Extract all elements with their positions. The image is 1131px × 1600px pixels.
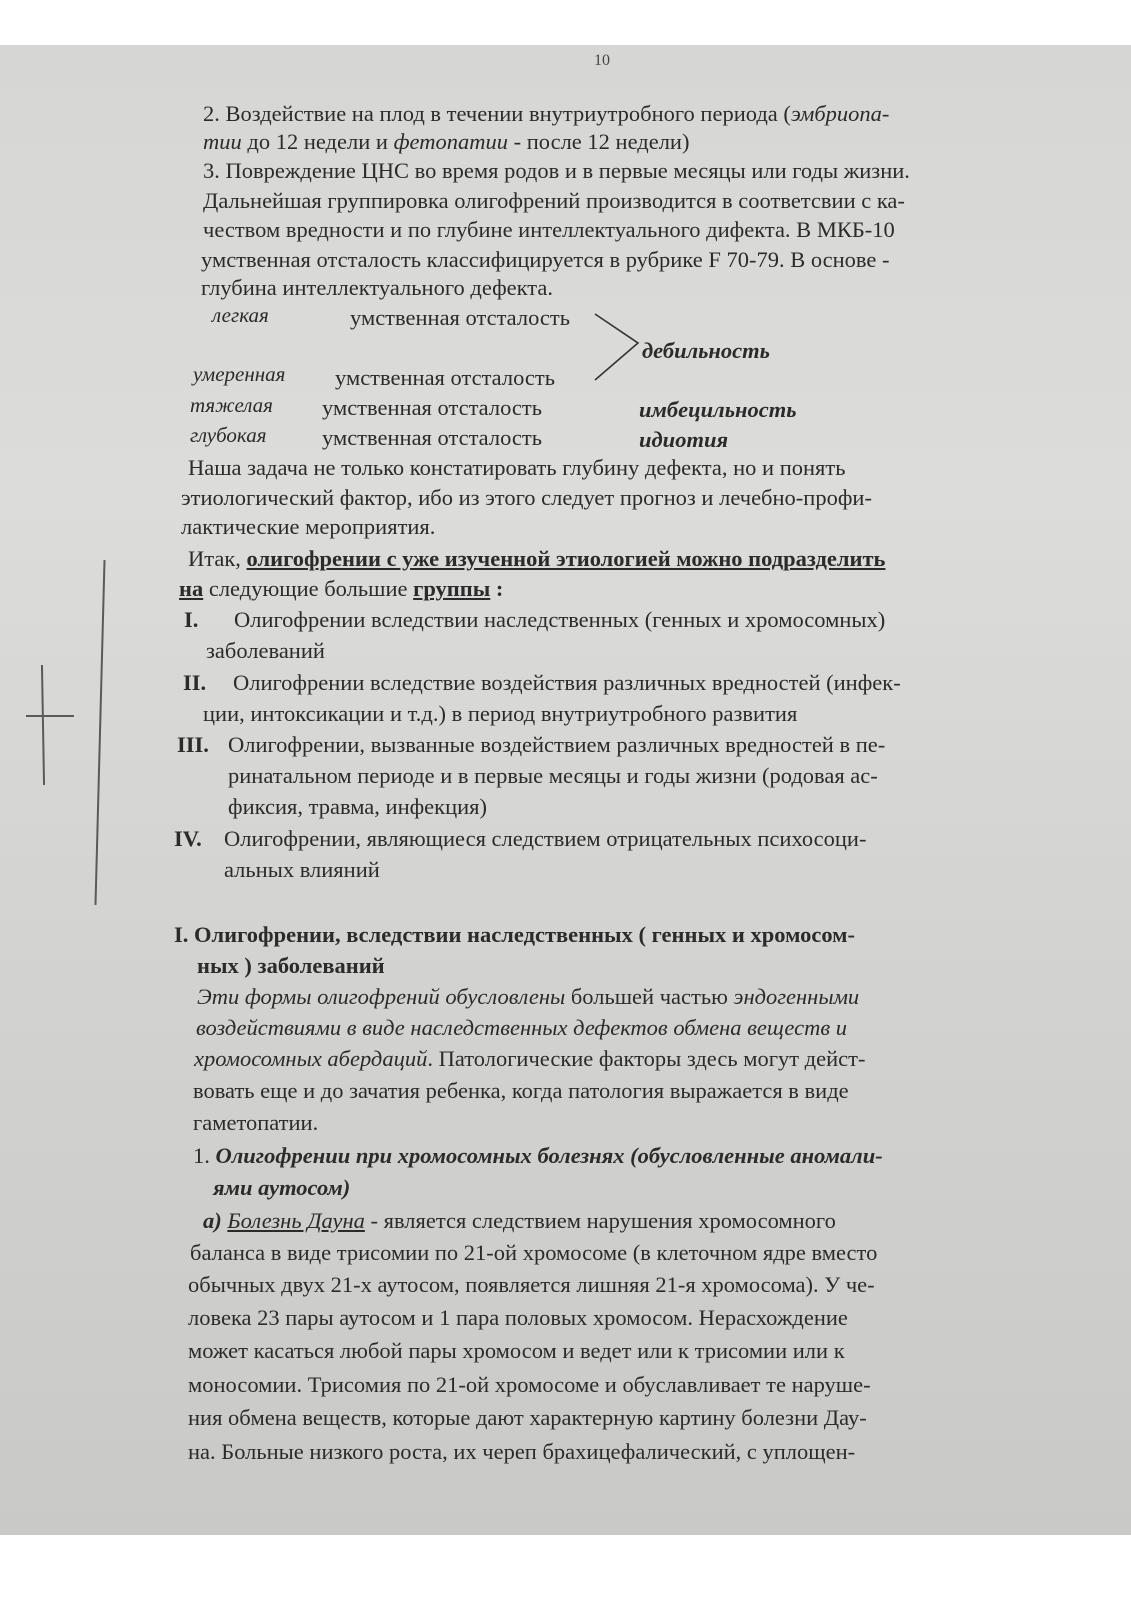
list-number: III. [177, 732, 209, 757]
degree-label: легкая [212, 303, 269, 327]
list-number: I. [184, 607, 199, 632]
text-line: Наша задача не только констатировать глубину дефекта, но и понять [188, 455, 846, 480]
text-line: гаметопатии. [193, 1110, 319, 1135]
group-label: имбецильность [639, 397, 797, 422]
text-line: может касаться любой пары хромосом и ведет или к трисомии или к [188, 1338, 845, 1363]
list-item: Олигофрении вследствие воздействия различных вредностей (инфек- [233, 670, 901, 695]
list-number: II. [183, 670, 207, 695]
text-line: тии до 12 недели и фетопатии - после 12 недели) [203, 129, 690, 154]
group-label: идиотия [639, 427, 729, 452]
text-line: лактические мероприятия. [181, 514, 436, 539]
text-line: 2. Воздействие на плод в течении внутриутробного периода (эмбриопа- [203, 101, 890, 126]
page-number: 10 [594, 52, 610, 69]
text-line: 3. Повреждение ЦНС во время родов и в первые месяцы или годы жизни. [203, 158, 910, 183]
text-line: хромосомных абердаций. Патологические факторы здесь могут дейст- [194, 1046, 866, 1071]
list-item: фиксия, травма, инфекция) [228, 794, 488, 819]
list-item: ринатальном периоде и в первые месяцы и годы жизни (родовая ас- [228, 763, 878, 788]
text-line: а) Болезнь Дауна - является следствием нарушения хромосомного [203, 1208, 836, 1233]
degree-label: умеренная [193, 362, 286, 386]
subsection-title: ями аутосом) [213, 1175, 351, 1200]
text-line: обычных двух 21-х аутосом, появляется лишняя 21-я хромосома). У че- [188, 1272, 875, 1297]
text-line: Итак, олигофрении с уже изученной этиологией можно подразделить [188, 546, 886, 571]
list-item: Олигофрении, вызванные воздействием различных вредностей в пе- [228, 732, 886, 757]
text-line: этиологический фактор, ибо из этого следует прогноз и лечебно-профи- [181, 485, 872, 510]
text-line: вовать еще и до зачатия ребенка, когда патология выражается в виде [193, 1078, 849, 1103]
degree-text: умственная отсталость [322, 395, 542, 420]
bracket-icon [590, 300, 650, 390]
list-item: альных влияний [224, 857, 380, 882]
text-line: чеством вредности и по глубине интеллектуального дифекта. В МКБ-10 [203, 217, 895, 242]
text-line: моносомии. Трисомия по 21-ой хромосоме и обуславливает те наруше- [188, 1372, 871, 1397]
text-line: на следующие большие группы : [179, 576, 504, 601]
list-item: Олигофрении вследствии наследственных (генных и хромосомных) [234, 607, 886, 632]
margin-mark [26, 715, 74, 717]
text-line: глубина интеллектуального дефекта. [201, 275, 554, 300]
section-heading: I. Олигофрении, вследствии наследственных ( генных и хромосом- [174, 922, 855, 947]
text-line: на. Больные низкого роста, их череп брахицефалический, с уплощен- [188, 1439, 856, 1464]
text-line: умственная отсталость классифицируется в рубрике F 70-79. В основе - [201, 247, 890, 272]
group-label-debility: дебильность [642, 338, 770, 363]
list-item: ции, интоксикации и т.д.) в период внутриутробного развития [203, 701, 798, 726]
degree-text: умственная отсталость [335, 365, 555, 390]
text-line: ния обмена веществ, которые дают характерную картину болезни Дау- [188, 1405, 867, 1430]
degree-label: глубокая [190, 423, 267, 447]
text-line: ловека 23 пары аутосом и 1 пара половых хромосом. Нерасхождение [188, 1305, 848, 1330]
list-item: заболеваний [206, 638, 325, 663]
list-item: Олигофрении, являющиеся следствием отрицательных психосоци- [224, 826, 867, 851]
subsection-title: 1. Олигофрении при хромосомных болезнях (обусловленные аномали- [193, 1143, 883, 1168]
degree-text: умственная отсталость [350, 305, 570, 330]
section-heading: ных ) заболеваний [197, 953, 385, 978]
text-line: баланса в виде трисомии по 21-ой хромосоме (в клеточном ядре вместо [190, 1240, 878, 1265]
text-line: воздействиями в виде наследственных дефектов обмена веществ и [196, 1015, 847, 1040]
list-number: IV. [174, 826, 202, 851]
degree-label: тяжелая [190, 393, 273, 417]
text-line: Дальнейшая группировка олигофрений производится в соответсвии с ка- [203, 188, 905, 213]
text-line: Эти формы олигофрений обусловлены большей частью эндогенными [197, 984, 860, 1009]
degree-text: умственная отсталость [322, 425, 542, 450]
